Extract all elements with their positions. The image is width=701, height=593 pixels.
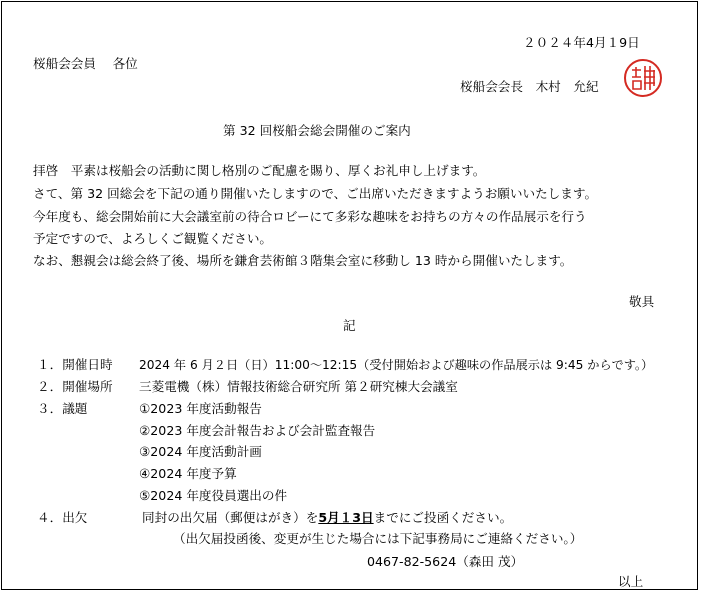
document-date: ２０２４年4月１9日 bbox=[523, 35, 640, 50]
attend-line bbox=[142, 512, 512, 525]
agenda-item-5: ⑤2024 年度役員選出の件 bbox=[139, 488, 288, 503]
agenda-item-3: ③2024 年度活動計画 bbox=[139, 444, 262, 459]
document-title: 第 32 回桜船会総会開催のご案内 bbox=[223, 123, 411, 138]
seal-stamp bbox=[624, 59, 662, 97]
attend-due-date: 5月１3日 bbox=[318, 510, 374, 525]
seal-stamp-icon bbox=[627, 62, 659, 94]
item-agenda-label: ３．議題 bbox=[37, 401, 88, 416]
agenda-item-4: ④2024 年度予算 bbox=[139, 466, 237, 481]
item-date-value: 2024 年 6 月２日（日）11:00～12:15（受付開始および趣味の作品展示は 9:45 からです。） bbox=[139, 358, 654, 372]
body-line-3: 今年度も、総会開始前に大会議室前の待合ロビーにて多彩な趣味をお持ちの方々の作品展示を行う bbox=[33, 209, 587, 224]
item-place-label: ２．開催場所 bbox=[37, 379, 113, 394]
attend-text-post: までにご投函ください。 bbox=[373, 510, 513, 525]
item-attend-label: ４．出欠 bbox=[37, 510, 88, 525]
body-line-1: 拝啓 平素は桜船会の活動に関し格別のご配慮を賜り、厚くお礼申し上げます。 bbox=[33, 163, 486, 178]
body-line-5: なお、懇親会は総会終了後、場所を鎌倉芸術館３階集会室に移動し 13 時から開催いたします。 bbox=[33, 253, 573, 268]
ki-heading: 記 bbox=[343, 318, 356, 333]
attend-text-pre: 同封の出欠届（郵便はがき）を bbox=[142, 510, 319, 525]
body-line-4: 予定ですので、よろしくご観覧ください。 bbox=[33, 231, 273, 246]
end-ijou: 以上 bbox=[618, 574, 644, 589]
agenda-item-1: ①2023 年度活動報告 bbox=[139, 401, 262, 416]
sender: 桜船会会長 木村 允紀 bbox=[460, 79, 599, 94]
item-place-value: 三菱電機（株）情報技術総合研究所 第２研究棟大会議室 bbox=[139, 379, 458, 394]
addressee: 桜船会会員 各位 bbox=[33, 56, 138, 71]
document-page bbox=[1, 1, 698, 590]
agenda-item-2: ②2023 年度会計報告および会計監査報告 bbox=[139, 423, 376, 438]
item-date-label: １．開催日時 bbox=[37, 357, 113, 372]
closing-keigu: 敬具 bbox=[629, 294, 655, 309]
contact-phone: 0467-82-5624（森田 茂） bbox=[367, 554, 524, 569]
body-line-2: さて、第 32 回総会を下記の通り開催いたしますので、ご出席いただきますようお願いいたします。 bbox=[33, 186, 598, 201]
attend-note: （出欠届投函後、変更が生じた場合には下記事務局にご連絡ください。） bbox=[173, 531, 583, 546]
